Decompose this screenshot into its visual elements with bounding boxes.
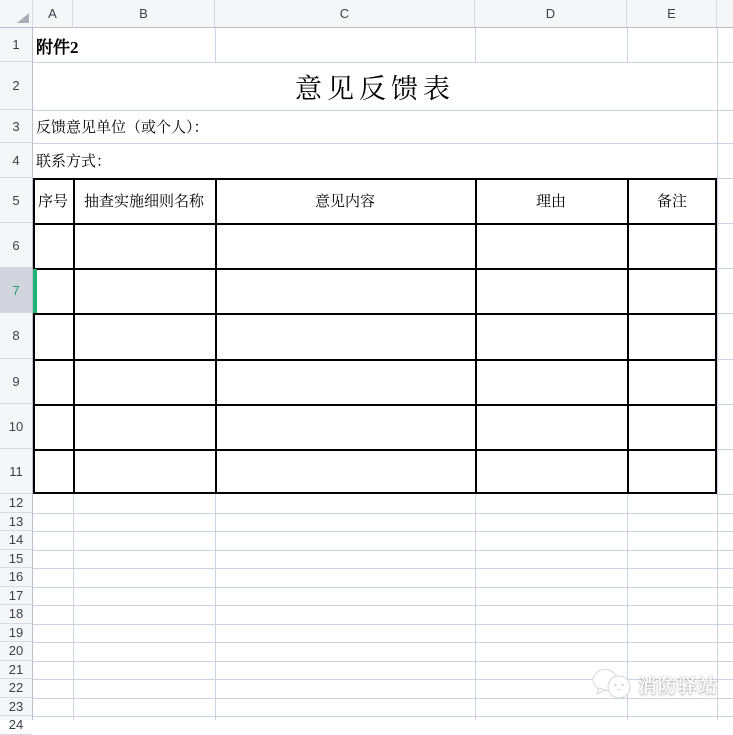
table-cell[interactable] [477,406,625,447]
active-row-accent-bar [33,269,37,313]
table-cell[interactable] [35,361,71,402]
row-header-15[interactable]: 15 [0,550,32,569]
gridline [33,550,733,551]
table-cell[interactable] [35,406,71,447]
gridline [717,404,733,405]
watermark-text: 消防驿站 [638,675,719,697]
table-cell[interactable] [477,451,625,492]
row-header-14[interactable]: 14 [0,531,32,550]
gridline [627,28,628,62]
table-cell[interactable] [75,406,213,447]
table-cell[interactable] [217,406,473,447]
row-header-9[interactable]: 9 [0,359,32,404]
table-header-cell[interactable]: 抽查实施细则名称 [83,194,204,210]
table-cell[interactable] [75,315,213,357]
gridline [717,28,718,720]
row-header-19[interactable]: 19 [0,624,32,643]
table-cell[interactable] [217,270,473,311]
table-cell[interactable] [629,451,715,492]
select-all-corner[interactable] [0,0,33,27]
table-cell[interactable] [477,270,625,311]
table-cell[interactable] [35,451,71,492]
column-header-bar [0,0,733,28]
gridline [33,698,733,699]
table-cell[interactable] [217,315,473,357]
row-header-20[interactable]: 20 [0,642,32,661]
table-cell[interactable] [477,361,625,402]
table-cell[interactable] [75,270,213,311]
gridline [73,494,74,720]
gridline [33,679,733,680]
gridline [33,531,733,532]
column-header-a[interactable]: A [33,0,73,27]
table-header-cell[interactable]: 序号 [37,194,68,210]
row-header-11[interactable]: 11 [0,449,32,494]
row-header-10[interactable]: 10 [0,404,32,449]
gridline [627,494,628,720]
row-header-12[interactable]: 12 [0,494,32,513]
row-header-8[interactable]: 8 [0,313,32,359]
table-cell[interactable] [477,225,625,266]
row-header-5[interactable]: 5 [0,178,32,223]
gridline [33,661,733,662]
table-header-cell[interactable]: 理由 [535,194,566,210]
contact-cell[interactable]: 联系方式： [36,154,112,170]
gridline [33,642,733,643]
table-cell[interactable] [217,225,473,266]
row-header-7[interactable]: 7 [0,268,32,313]
row-header-23[interactable]: 23 [0,698,32,717]
table-cell[interactable] [629,406,715,447]
table-cell[interactable] [75,225,213,266]
form-title-cell[interactable]: 意见反馈表 [295,73,455,104]
gridline [33,716,733,717]
gridline [717,313,733,314]
table-cell[interactable] [629,270,715,311]
gridline [717,223,733,224]
watermark [592,667,718,701]
row-header-3[interactable]: 3 [0,110,32,143]
feedback-unit-cell[interactable]: 反馈意见单位（或个人）： [36,120,209,136]
column-header-b[interactable]: B [73,0,215,27]
gridline [717,268,733,269]
row-header-22[interactable]: 22 [0,679,32,698]
row-header-24[interactable]: 24 [0,716,32,735]
table-cell[interactable] [629,361,715,402]
table-cell[interactable] [75,361,213,402]
row-header-17[interactable]: 17 [0,587,32,606]
gridline [33,624,733,625]
row-header-13[interactable]: 13 [0,513,32,532]
row-header-1[interactable]: 1 [0,28,32,62]
gridline [215,494,216,720]
column-header-c[interactable]: C [215,0,475,27]
gridline [475,28,476,62]
column-header-e[interactable]: E [627,0,717,27]
row-header-16[interactable]: 16 [0,568,32,587]
gridline [33,587,733,588]
table-cell[interactable] [629,225,715,266]
gridline [475,494,476,720]
row-header-6[interactable]: 6 [0,223,32,268]
gridline [33,605,733,606]
gridline [717,178,733,179]
gridline [33,143,733,144]
table-cell[interactable] [35,315,71,357]
gridline [33,513,733,514]
gridline [717,449,733,450]
gridline [33,568,733,569]
row-header-18[interactable]: 18 [0,605,32,624]
select-all-triangle-icon [17,13,29,23]
gridline [717,494,733,495]
table-cell[interactable] [35,225,71,266]
cell-a1-attachment[interactable]: 附件2 [36,37,79,57]
row-header-bar [0,28,33,733]
table-cell[interactable] [217,451,473,492]
table-cell[interactable] [217,361,473,402]
row-header-21[interactable]: 21 [0,661,32,680]
gridline [215,28,216,62]
table-header-cell[interactable]: 意见内容 [314,194,375,210]
row-header-4[interactable]: 4 [0,143,32,178]
table-cell[interactable] [477,315,625,357]
table-cell[interactable] [35,270,71,311]
table-cell[interactable] [629,315,715,357]
row-header-2[interactable]: 2 [0,62,32,110]
table-header-cell[interactable]: 备注 [656,194,687,210]
gridline [717,359,733,360]
table-cell[interactable] [75,451,213,492]
column-header-d[interactable]: D [475,0,627,27]
